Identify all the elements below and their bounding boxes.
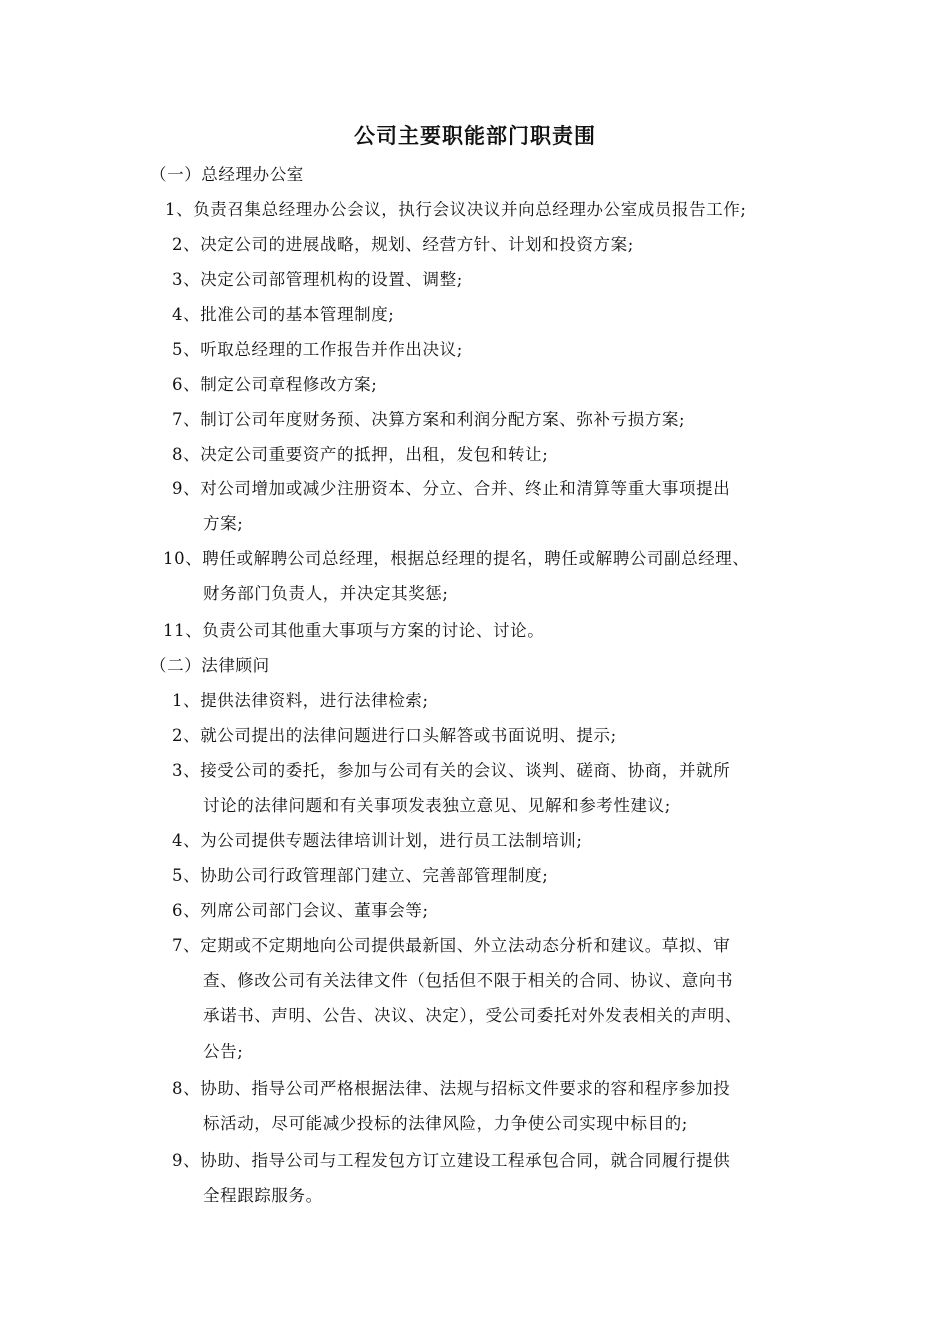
list-item: 2、决定公司的进展战略，规划、经营方针、计划和投资方案; (172, 235, 634, 254)
list-item: 8、决定公司重要资产的抵押，出租，发包和转让; (172, 445, 549, 464)
document-title: 公司主要职能部门职责围 (354, 123, 596, 148)
list-item-continuation: 讨论的法律问题和有关事项发表独立意见、见解和参考性建议; (203, 796, 671, 815)
list-item: 5、听取总经理的工作报告并作出决议; (172, 340, 463, 359)
list-item: 3、决定公司部管理机构的设置、调整; (172, 270, 463, 289)
section-heading-legal-counsel: （二）法律顾问 (150, 656, 270, 675)
list-item: 3、接受公司的委托，参加与公司有关的会议、谈判、磋商、协商，并就所 (172, 761, 731, 780)
list-item: 7、制订公司年度财务预、决算方案和利润分配方案、弥补亏损方案; (172, 410, 686, 429)
list-item: 6、列席公司部门会议、董事会等; (172, 901, 429, 920)
section-heading-general-office: （一）总经理办公室 (150, 165, 304, 184)
list-item-continuation: 查、修改公司有关法律文件（包括但不限于相关的合同、协议、意向书 (203, 971, 734, 990)
list-item-continuation: 全程跟踪服务。 (203, 1186, 323, 1205)
list-item: 9、协助、指导公司与工程发包方订立建设工程承包合同，就合同履行提供 (172, 1151, 731, 1170)
list-item: 10、聘任或解聘公司总经理，根据总经理的提名，聘任或解聘公司副总经理、 (163, 549, 750, 568)
list-item: 11、负责公司其他重大事项与方案的讨论、讨论。 (163, 621, 545, 640)
list-item: 2、就公司提出的法律问题进行口头解答或书面说明、提示; (172, 726, 617, 745)
list-item-continuation: 财务部门负责人，并决定其奖惩; (203, 584, 449, 603)
list-item-continuation: 公告; (203, 1042, 244, 1061)
list-item: 1、负责召集总经理办公会议，执行会议决议并向总经理办公室成员报告工作; (165, 200, 747, 219)
list-item-continuation: 承诺书、声明、公告、决议、决定），受公司委托对外发表相关的声明、 (203, 1006, 742, 1025)
list-item-continuation: 方案; (203, 514, 244, 533)
list-item: 5、协助公司行政管理部门建立、完善部管理制度; (172, 866, 549, 885)
list-item: 9、对公司增加或减少注册资本、分立、合并、终止和清算等重大事项提出 (172, 479, 731, 498)
list-item: 1、提供法律资料，进行法律检索; (172, 691, 429, 710)
list-item: 8、协助、指导公司严格根据法律、法规与招标文件要求的容和程序参加投 (172, 1079, 731, 1098)
list-item-continuation: 标活动，尽可能减少投标的法律风险，力争使公司实现中标目的; (203, 1114, 688, 1133)
list-item: 7、定期或不定期地向公司提供最新国、外立法动态分析和建议。草拟、审 (172, 936, 731, 955)
list-item: 4、为公司提供专题法律培训计划，进行员工法制培训; (172, 831, 583, 850)
list-item: 4、批准公司的基本管理制度; (172, 305, 395, 324)
list-item: 6、制定公司章程修改方案; (172, 375, 378, 394)
